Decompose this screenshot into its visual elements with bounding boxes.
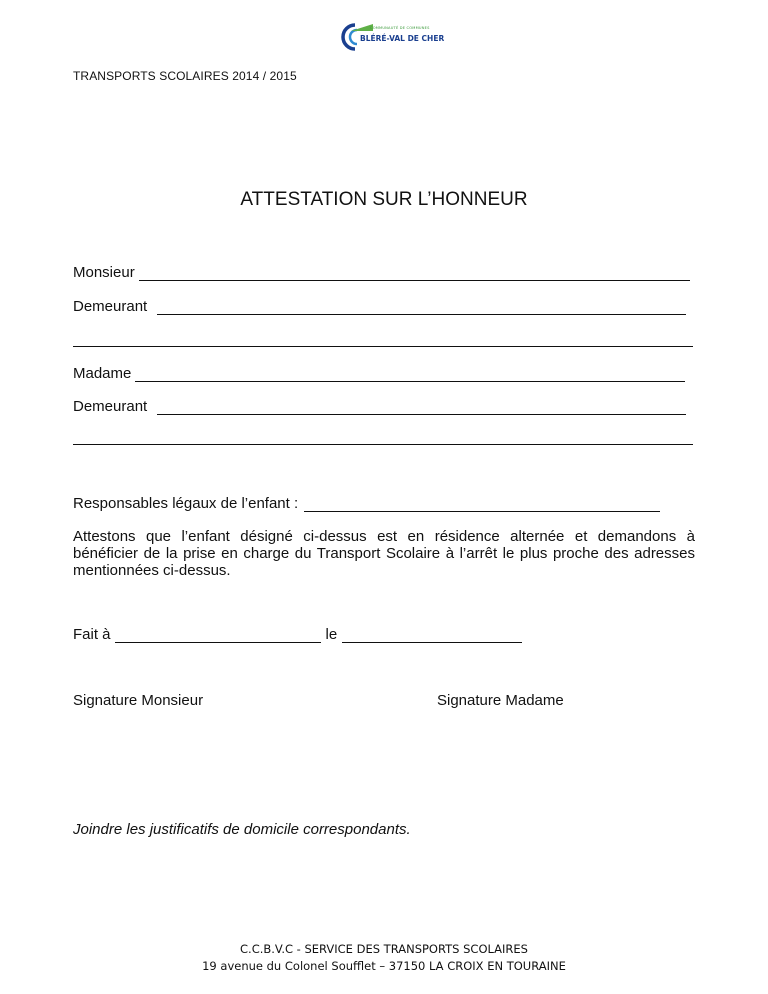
- madame-blank[interactable]: [135, 368, 685, 382]
- demeurant-monsieur-field: [73, 298, 686, 315]
- date-blank[interactable]: [342, 629, 522, 643]
- responsables-label: Responsables légaux de l’enfant :: [73, 495, 299, 512]
- signature-monsieur-label: Signature Monsieur: [73, 692, 204, 709]
- attestation-paragraph: Attestons que l’enfant désigné ci-dessus est en résidence alternée et demandons à bénéficier de la prise en charge du Transport Scolaire à l’arrêt le plus proche des adresses mentionnées ci-dessus.: [73, 528, 695, 579]
- logo-name: BLÉRÉ-VAL DE CHER: [360, 34, 445, 43]
- address-madame-blank[interactable]: [73, 443, 693, 445]
- responsables-field: [73, 495, 660, 512]
- responsables-blank[interactable]: [304, 498, 660, 512]
- address-monsieur-blank[interactable]: [73, 345, 693, 347]
- signature-madame-label: Signature Madame: [437, 692, 564, 709]
- instruction-note: Joindre les justificatifs de domicile correspondants.: [73, 821, 411, 838]
- footer-line-1: C.C.B.V.C - SERVICE DES TRANSPORTS SCOLAIRES: [240, 942, 528, 956]
- monsieur-blank[interactable]: [139, 267, 690, 281]
- footer: [0, 941, 768, 975]
- demeurant-monsieur-blank[interactable]: [157, 301, 686, 315]
- logo-subtitle: COMMUNAUTÉ DE COMMUNES: [370, 26, 430, 30]
- fait-a-field: [73, 626, 522, 643]
- demeurant-monsieur-label: Demeurant: [73, 298, 148, 315]
- monsieur-label: Monsieur: [73, 264, 135, 281]
- demeurant-madame-blank[interactable]: [157, 401, 686, 415]
- footer-line-2: 19 avenue du Colonel Soufflet – 37150 LA CROIX EN TOURAINE: [202, 959, 566, 973]
- demeurant-madame-label: Demeurant: [73, 398, 148, 415]
- logo: [337, 22, 445, 52]
- fait-a-label: Fait à: [73, 626, 111, 643]
- demeurant-madame-field: [73, 398, 686, 415]
- madame-label: Madame: [73, 365, 132, 382]
- le-label: le: [325, 626, 338, 643]
- madame-field: [73, 365, 685, 382]
- fait-a-blank[interactable]: [115, 629, 321, 643]
- document-title: ATTESTATION SUR L’HONNEUR: [240, 189, 528, 210]
- monsieur-field: [73, 264, 690, 281]
- document-header: TRANSPORTS SCOLAIRES 2014 / 2015: [73, 69, 297, 83]
